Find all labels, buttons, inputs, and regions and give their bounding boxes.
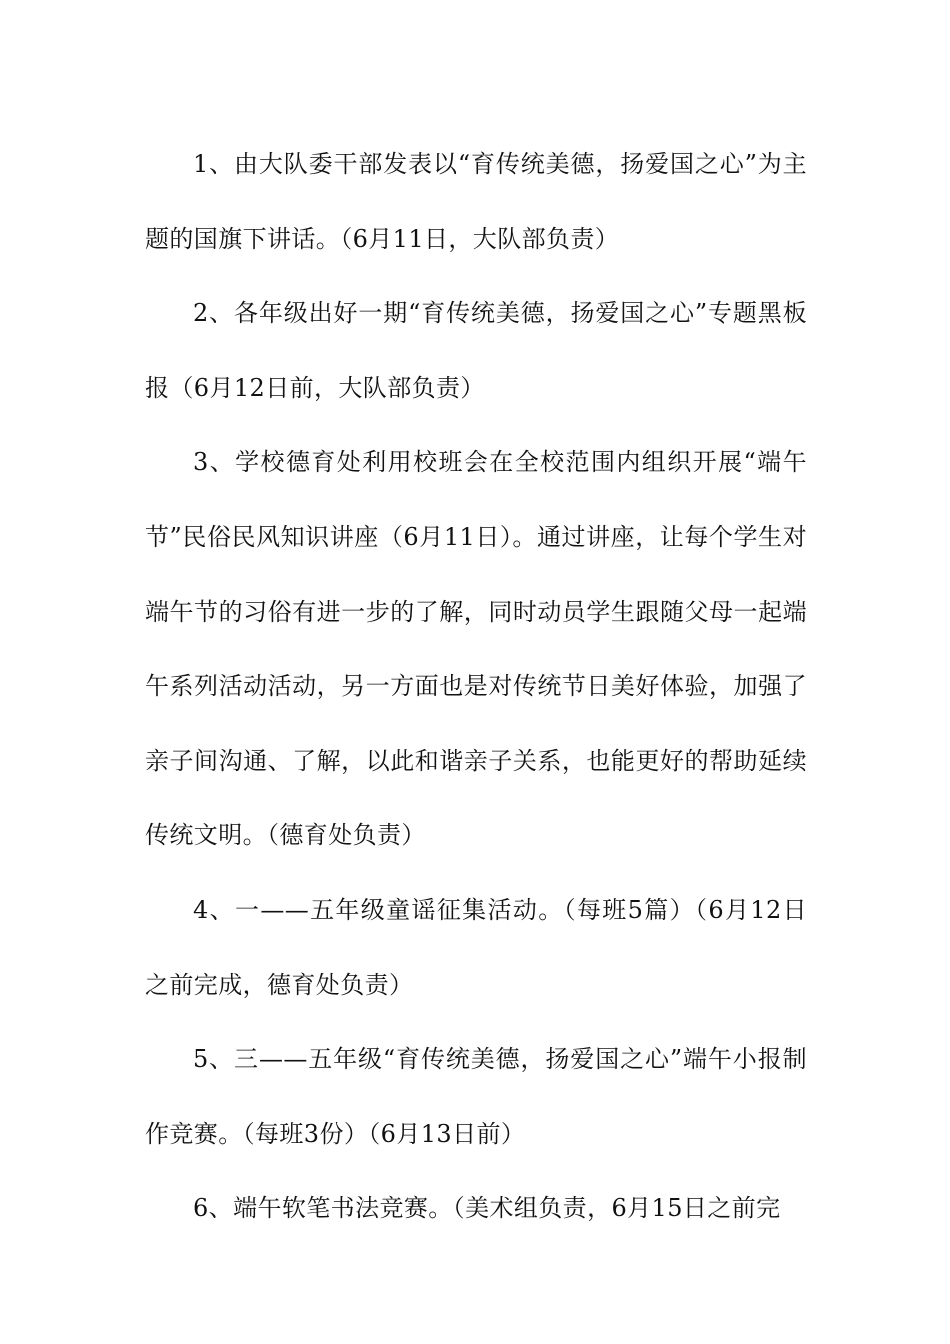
paragraph-2: 2、各年级出好一期“育传统美德，扬爱国之心”专题黑板报（6月12日前，大队部负责） bbox=[145, 299, 807, 402]
paragraph-3: 3、学校德育处利用校班会在全校范围内组织开展“端午节”民俗民风知识讲座（6月11日）。通过讲座，让每个学生对端午节的习俗有进一步的了解，同时动员学生跟随父母一起端午系列活动活动，另一方面也是对传统节日美好体验，加强了亲子间沟通、了解，以此和谐亲子关系，也能更好的帮助延续传统文明。（德育处负责） bbox=[145, 448, 807, 850]
document-body bbox=[145, 127, 807, 1246]
paragraph-5: 5、三——五年级“育传统美德，扬爱国之心”端午小报制作竞赛。（每班3份）（6月13日前） bbox=[145, 1045, 807, 1148]
paragraph-6: 6、端午软笔书法竞赛。（美术组负责，6月15日之前完 bbox=[193, 1194, 781, 1223]
paragraph-1: 1、由大队委干部发表以“育传统美德，扬爱国之心”为主题的国旗下讲话。（6月11日，大队部负责） bbox=[145, 150, 807, 253]
paragraph-4: 4、一——五年级童谣征集活动。（每班5篇）（6月12日之前完成，德育处负责） bbox=[145, 895, 807, 999]
